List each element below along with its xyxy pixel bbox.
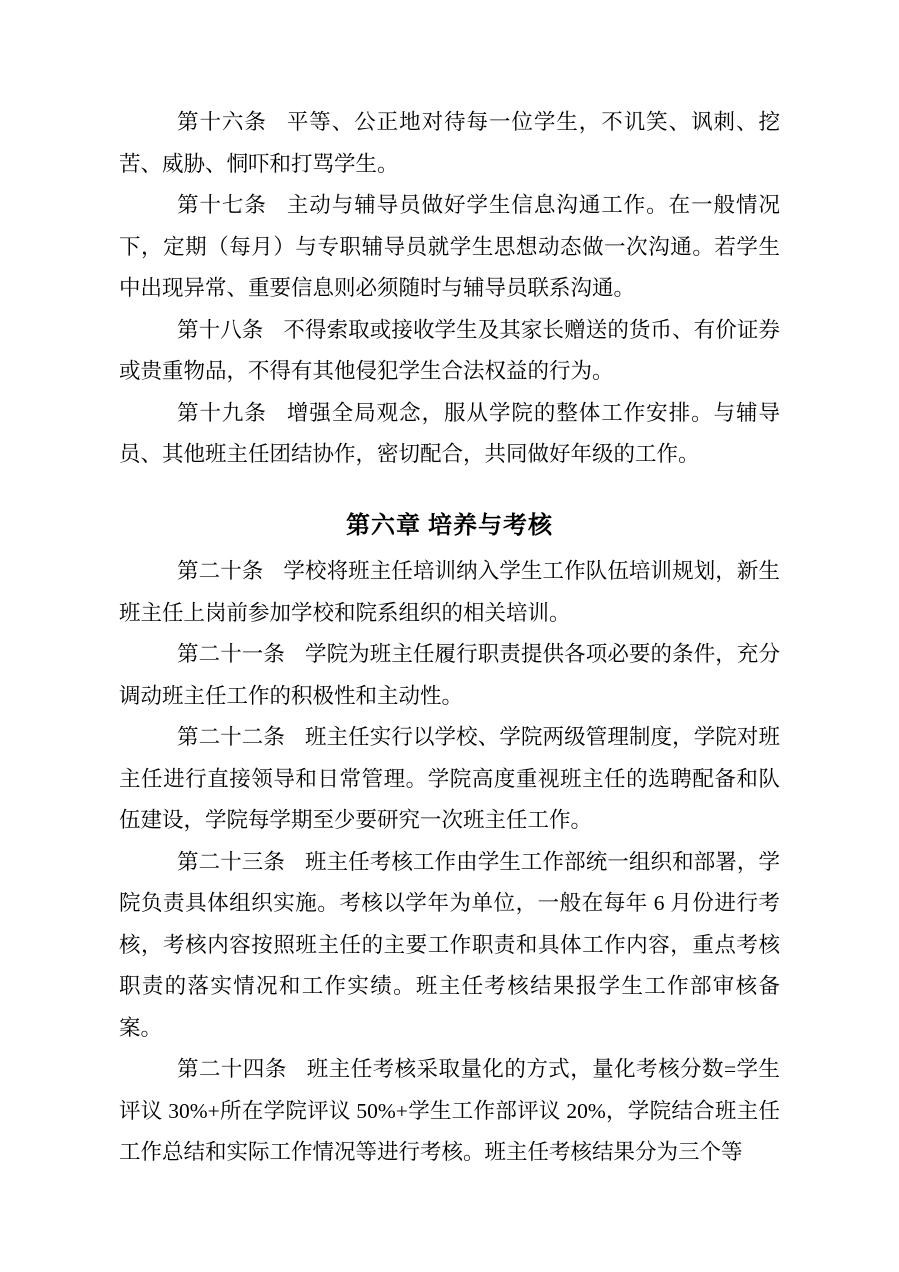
article-17-number: 第十七条 xyxy=(177,193,267,217)
article-20-paragraph xyxy=(119,551,780,634)
chapter-heading: 第六章 培养与考核 xyxy=(346,512,553,539)
article-19-body: 增强全局观念，服从学院的整体工作安排。与辅导员、其他班主任团结协作，密切配合，共同做好年级的工作。 xyxy=(119,400,780,466)
article-23-number: 第二十三条 xyxy=(177,849,285,874)
article-16-number: 第十六条 xyxy=(177,110,267,134)
article-19-paragraph xyxy=(119,393,780,476)
article-21-number: 第二十一条 xyxy=(177,642,285,666)
article-24-paragraph xyxy=(119,1049,780,1174)
article-24-body: 班主任考核采取量化的方式，量化考核分数=学生评议 30%+所在学院评议 50%+学生工作部评议 20%，学院结合班主任工作总结和实际工作情况等进行考核。班主任考核结果分为三个等 xyxy=(119,1057,780,1164)
article-16-paragraph xyxy=(119,102,780,185)
article-20-body: 学校将班主任培训纳入学生工作队伍培训规划，新生班主任上岗前参加学校和院系组织的相关培训。 xyxy=(119,559,780,625)
article-22-body: 班主任实行以学校、学院两级管理制度，学院对班主任进行直接领导和日常管理。学院高度重视班主任的选聘配备和队伍建设，学院每学期至少要研究一次班主任工作。 xyxy=(119,725,780,832)
article-18-body: 不得索取或接收学生及其家长赠送的货币、有价证券或贵重物品，不得有其他侵犯学生合法权益的行为。 xyxy=(119,317,780,383)
article-23-paragraph xyxy=(119,842,780,1050)
article-19-number: 第十九条 xyxy=(177,400,267,425)
article-22-paragraph xyxy=(119,717,780,842)
article-17-body: 主动与辅导员做好学生信息沟通工作。在一般情况下，定期（每月）与专职辅导员就学生思想动态做一次沟通。若学生中出现异常、重要信息则必须随时与辅导员联系沟通。 xyxy=(119,193,780,300)
article-18-paragraph xyxy=(119,310,780,393)
article-24-number: 第二十四条 xyxy=(177,1057,287,1081)
article-21-body: 学院为班主任履行职责提供各项必要的条件，充分调动班主任工作的积极性和主动性。 xyxy=(119,642,780,708)
article-17-paragraph xyxy=(119,185,780,310)
article-21-paragraph xyxy=(119,634,780,717)
article-20-number: 第二十条 xyxy=(177,559,264,583)
article-16-body: 平等、公正地对待每一位学生，不讥笑、讽刺、挖苦、威胁、恫吓和打骂学生。 xyxy=(119,110,780,176)
article-18-number: 第十八条 xyxy=(177,317,264,342)
article-23-body: 班主任考核工作由学生工作部统一组织和部署，学院负责具体组织实施。考核以学年为单位，一般在每年 6 月份进行考核，考核内容按照班主任的主要工作职责和具体工作内容，重点考核职责的落实情况和工作实绩。班主任考核结果报学生工作部审核备案。 xyxy=(119,849,780,1040)
article-22-number: 第二十二条 xyxy=(177,725,285,749)
